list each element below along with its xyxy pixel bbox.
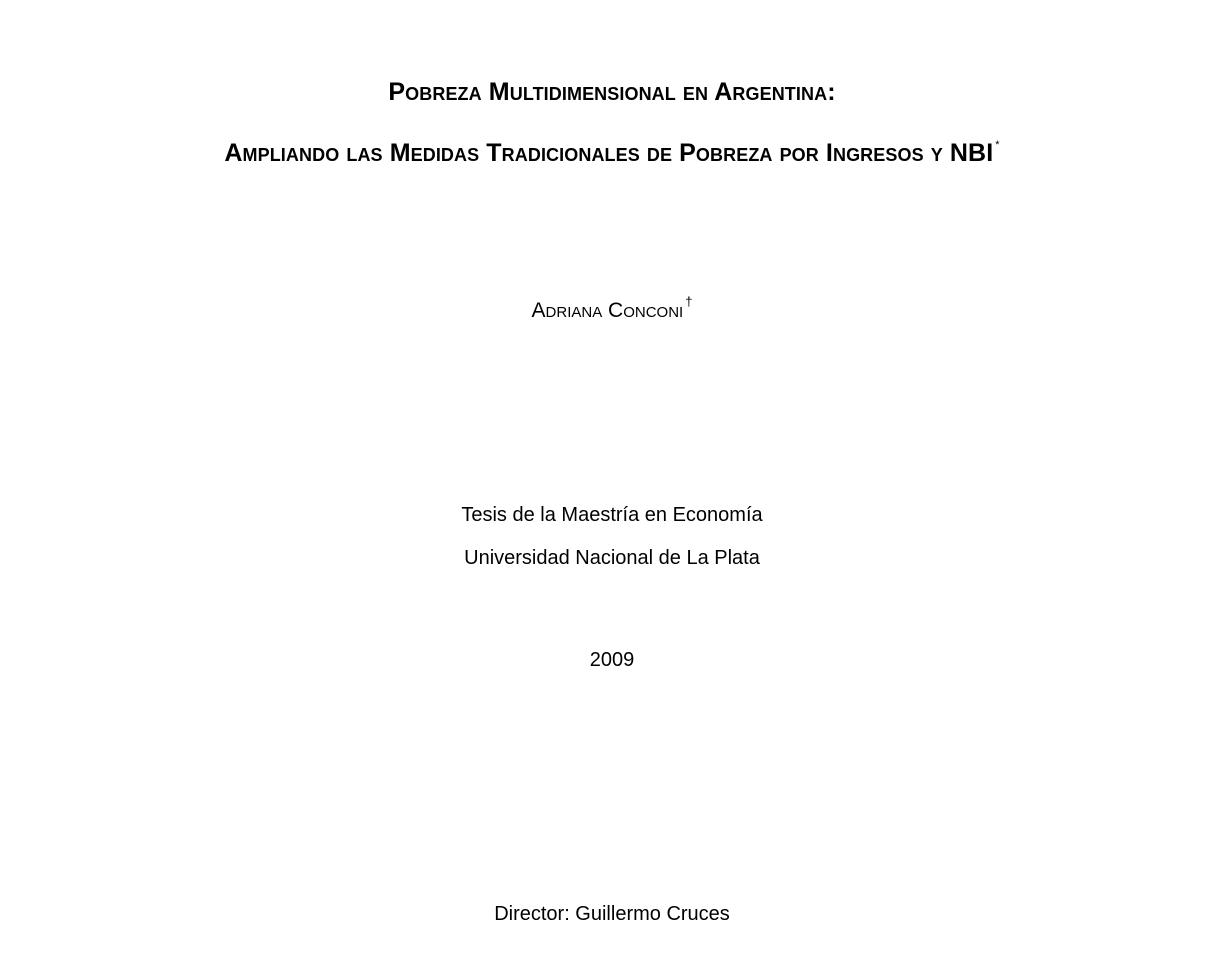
title-footnote-mark: * (995, 138, 1000, 151)
university-name: Universidad Nacional de La Plata (464, 547, 760, 569)
author-line (0, 294, 1224, 323)
title-line-2-text: Ampliando las Medidas Tradicionales de Pobreza por Ingresos y NBI (224, 139, 994, 167)
title-line-1 (0, 78, 1224, 107)
title-line-2 (0, 139, 1224, 168)
title-line-1-text: Pobreza Multidimensional en Argentina: (388, 78, 836, 106)
author-name: Adriana Conconi (531, 299, 684, 322)
director-line: Director: Guillermo Cruces (494, 903, 730, 925)
thesis-year: 2009 (589, 649, 635, 671)
author-footnote-mark: † (685, 294, 693, 309)
thesis-label: Tesis de la Maestría en Economía (461, 504, 763, 526)
